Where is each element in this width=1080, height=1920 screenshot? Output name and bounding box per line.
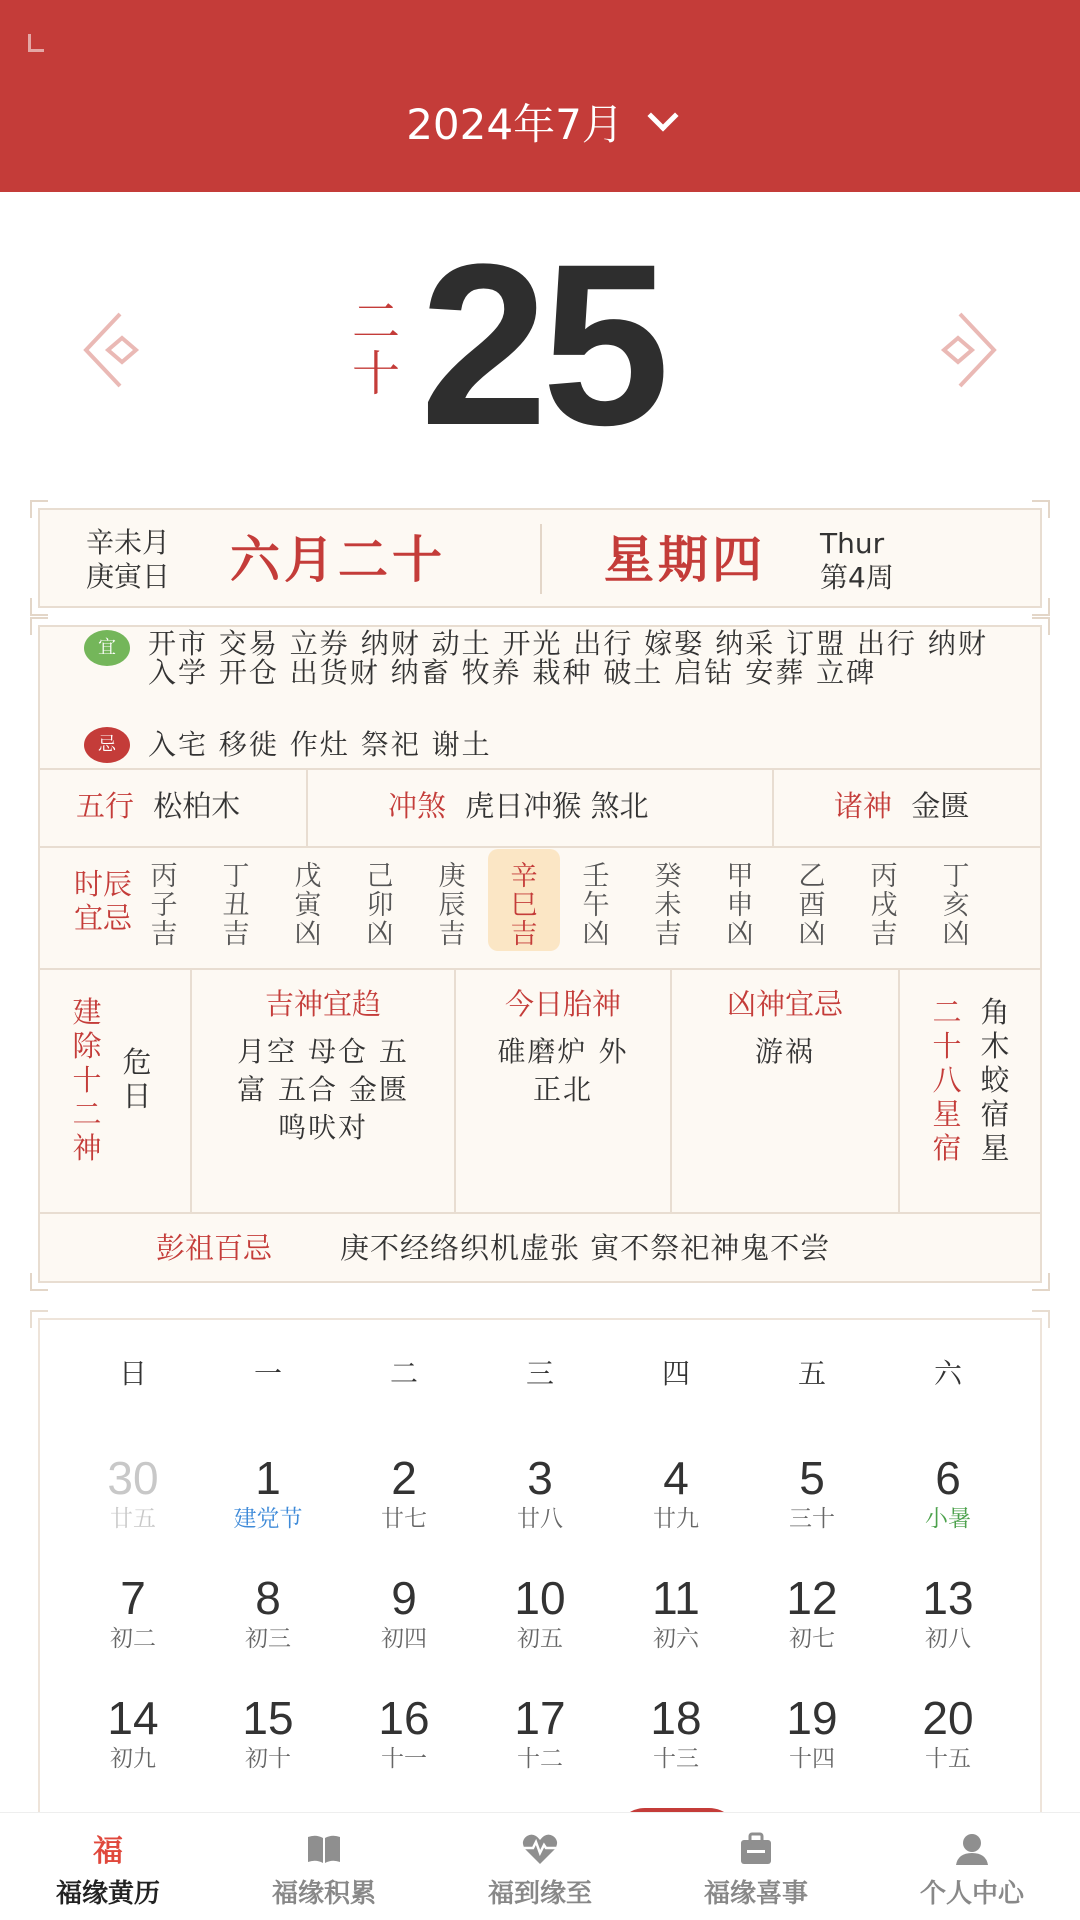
pengzu-label: 彭祖百忌 [156, 1231, 273, 1265]
shichen-gan: 癸 [654, 861, 682, 892]
day-number: 11 [652, 1572, 700, 1624]
book-icon [304, 1831, 344, 1867]
calendar-day[interactable] [480, 1452, 600, 1534]
tab-personal-center[interactable] [864, 1813, 1080, 1920]
calendar-day[interactable] [480, 1692, 600, 1774]
shichen-item [356, 862, 404, 949]
wuxing-cell [76, 789, 240, 823]
calendar-day[interactable] [616, 1692, 736, 1774]
day-lunar-label: 初十 [245, 1746, 291, 1772]
jishen-line: 月空 母仓 五 [237, 1035, 409, 1068]
jianchu-value-char: 日 [122, 1079, 152, 1113]
day-number: 15 [242, 1692, 294, 1744]
briefcase-icon [736, 1831, 776, 1867]
shichen-luck: 吉 [438, 919, 466, 950]
weekday-label: 四 [661, 1357, 690, 1390]
weekday-label: 一 [253, 1357, 282, 1390]
calendar-day[interactable] [73, 1572, 193, 1654]
shichen-luck: 凶 [366, 919, 394, 950]
date-info-panel [38, 508, 1042, 608]
shichen-item [140, 862, 188, 949]
calendar-day[interactable] [344, 1692, 464, 1774]
wuxing-value: 松柏木 [153, 789, 241, 823]
shichen-item [644, 862, 692, 949]
shichen-gan: 己 [366, 861, 394, 892]
calendar-day[interactable] [480, 1572, 600, 1654]
tab-fuyuan-happy-events[interactable] [648, 1813, 864, 1920]
day-number: 12 [786, 1572, 838, 1624]
shichen-gan: 乙 [798, 861, 826, 892]
pengzu-value: 庚不经络织机虚张 寅不祭祀神鬼不尝 [340, 1231, 831, 1265]
wuxing-label: 五行 [76, 789, 135, 823]
shichen-luck: 凶 [798, 919, 826, 950]
jianchu-label-char: 二 [72, 1097, 102, 1131]
calendar-day[interactable] [616, 1572, 736, 1654]
xiu-label-char: 八 [932, 1063, 962, 1097]
day-number: 18 [650, 1692, 702, 1744]
jianchu-label [70, 995, 104, 1165]
day-lunar-label: 十四 [789, 1746, 835, 1772]
shichen-zhi: 子 [150, 890, 178, 921]
top-bar [0, 0, 1080, 192]
shichen-item [488, 849, 560, 951]
shichen-zhi: 亥 [942, 890, 970, 921]
shichen-item [428, 862, 476, 949]
day-number: 5 [799, 1452, 825, 1504]
shichen-luck: 凶 [294, 919, 322, 950]
weekday-label: 日 [118, 1357, 147, 1390]
jishen-line: 富 五合 金匮 [237, 1073, 409, 1106]
tab-label: 福缘黄历 [55, 1879, 160, 1909]
tab-label: 福缘积累 [271, 1879, 376, 1909]
next-day-button[interactable] [940, 310, 1000, 390]
shichen-zhi: 辰 [438, 890, 466, 921]
day-lunar-label: 初五 [517, 1626, 563, 1652]
day-lunar-label: 初七 [789, 1626, 835, 1652]
yi-badge: 宜 [84, 630, 130, 666]
jianchu-label-char: 十 [72, 1063, 102, 1097]
day-lunar-label: 廿九 [653, 1506, 699, 1532]
weekday: 星期四 [604, 531, 766, 589]
xiu-label-char: 二 [932, 995, 962, 1029]
day-number: 9 [391, 1572, 417, 1624]
xiu-value-char: 宿 [980, 1097, 1010, 1131]
weekday-label: 三 [525, 1357, 554, 1390]
day-lunar-label: 廿五 [110, 1506, 156, 1532]
divider [540, 524, 542, 594]
day-number: 6 [935, 1452, 961, 1504]
shichen-zhi: 申 [726, 890, 754, 921]
day-number: 10 [514, 1572, 566, 1624]
calendar-day[interactable] [344, 1572, 464, 1654]
xiongshen-line: 游祸 [754, 1035, 815, 1068]
shichen-zhi: 戌 [870, 890, 898, 921]
chevron-left-icon [80, 310, 140, 390]
day-lunar-label: 初六 [653, 1626, 699, 1652]
tab-fu-arrives[interactable] [432, 1813, 648, 1920]
day-lunar-label: 初八 [925, 1626, 971, 1652]
day-lunar-label: 建党节 [233, 1506, 303, 1532]
shichen-luck: 吉 [870, 919, 898, 950]
shichen-zhi: 卯 [366, 890, 394, 921]
day-number: 1 [255, 1452, 281, 1504]
jishen-line: 鸣吠对 [277, 1111, 368, 1144]
ganzhi-day: 庚寅日 [86, 560, 171, 593]
shichen-item [788, 862, 836, 949]
selected-day-number: 25 [420, 216, 664, 473]
day-lunar-label: 初三 [245, 1626, 291, 1652]
calendar-day[interactable] [752, 1692, 872, 1774]
taishen-title: 今日胎神 [504, 987, 621, 1021]
day-number: 16 [378, 1692, 430, 1744]
shichen-item [212, 862, 260, 949]
day-number: 30 [107, 1452, 159, 1504]
day-lunar-label: 三十 [789, 1506, 835, 1532]
taishen-line: 正北 [532, 1073, 593, 1106]
shichen-label-line: 宜忌 [74, 901, 133, 935]
xiongshen-body [672, 1033, 898, 1071]
lunar-date: 六月二十 [230, 531, 446, 589]
taishen-line: 碓磨炉 外 [497, 1035, 629, 1068]
shichen-zhi: 未 [654, 890, 682, 921]
jianchu-label-char: 建 [72, 995, 102, 1029]
shichen-luck: 吉 [150, 919, 178, 950]
calendar-day[interactable] [73, 1692, 193, 1774]
day-number: 19 [786, 1692, 838, 1744]
day-lunar-label: 初九 [110, 1746, 156, 1772]
chongsha-label: 冲煞 [388, 789, 447, 823]
day-lunar-label: 廿八 [517, 1506, 563, 1532]
lunar-day-vertical [352, 296, 400, 400]
chevron-down-icon [647, 100, 678, 131]
calendar-day[interactable] [73, 1452, 193, 1534]
calendar-day[interactable] [208, 1572, 328, 1654]
shichen-gan: 丁 [942, 861, 970, 892]
jianchu-label-char: 除 [72, 1029, 102, 1063]
week-number: 第4周 [820, 561, 894, 594]
prev-day-button[interactable] [80, 310, 140, 390]
calendar-day[interactable] [752, 1572, 872, 1654]
day-number: 4 [663, 1452, 689, 1504]
weekday-label: 六 [933, 1357, 962, 1390]
shichen-item [572, 862, 620, 949]
day-number: 14 [107, 1692, 159, 1744]
almanac-panel [38, 625, 1042, 1283]
day-lunar-label: 十一 [381, 1746, 427, 1772]
calendar-day[interactable] [208, 1452, 328, 1534]
xiu-value-char: 角 [980, 995, 1010, 1029]
calendar-day[interactable] [752, 1452, 872, 1534]
shichen-item [932, 862, 980, 949]
shichen-zhi: 巳 [510, 890, 538, 921]
tab-fuyuan-almanac[interactable] [0, 1813, 216, 1920]
calendar-day[interactable] [344, 1452, 464, 1534]
shichen-gan: 庚 [438, 861, 466, 892]
shichen-luck: 吉 [654, 919, 682, 950]
ji-list: 入宅 移徙 作灶 祭祀 谢土 [148, 728, 492, 761]
yi-list: 开市 交易 立券 纳财 动土 开光 出行 嫁娶 纳采 订盟 出行 纳财 入学 开仓 出货财 纳畜 牧养 栽种 破土 启钻 安葬 立碑 [148, 627, 988, 689]
calendar-day[interactable] [888, 1572, 1008, 1654]
calendar-day[interactable] [888, 1452, 1008, 1534]
ganzhi [86, 526, 170, 594]
day-number: 2 [391, 1452, 417, 1504]
xiu-label-char: 星 [932, 1097, 962, 1131]
zhushen-label: 诸神 [834, 789, 893, 823]
day-lunar-label: 小暑 [925, 1506, 971, 1532]
shichen-item [860, 862, 908, 949]
zhushen-value: 金匮 [911, 789, 970, 823]
shichen-zhi: 寅 [294, 890, 322, 921]
day-lunar-label: 十二 [517, 1746, 563, 1772]
day-number: 8 [255, 1572, 281, 1624]
tab-label: 个人中心 [919, 1879, 1024, 1909]
xiu-value-char: 蛟 [980, 1063, 1010, 1097]
jianchu-value-char: 危 [122, 1045, 152, 1079]
weekday-en: Thur [820, 527, 885, 560]
calendar-day[interactable] [888, 1692, 1008, 1774]
tab-fuyuan-accumulate[interactable] [216, 1813, 432, 1920]
shichen-luck: 凶 [942, 919, 970, 950]
status-indicator-icon [28, 34, 44, 52]
chongsha-value: 虎日冲猴 煞北 [465, 789, 649, 823]
shichen-gan: 丁 [222, 861, 250, 892]
shichen-gan: 甲 [726, 861, 754, 892]
chevron-right-icon [940, 310, 1000, 390]
calendar-day[interactable] [616, 1452, 736, 1534]
user-icon [952, 1831, 992, 1867]
chongsha-cell [388, 789, 648, 823]
month-label: 2024年7月 [406, 100, 624, 149]
day-lunar-label: 十三 [653, 1746, 699, 1772]
day-number: 17 [514, 1692, 566, 1744]
xiu-label [930, 995, 964, 1165]
calendar-day[interactable] [208, 1692, 328, 1774]
xiu-value-char: 星 [980, 1131, 1010, 1165]
shichen-gan: 丙 [150, 861, 178, 892]
xiongshen-title: 凶神宜忌 [726, 987, 843, 1021]
bottom-tab-bar [0, 1812, 1080, 1920]
shichen-zhi: 丑 [222, 890, 250, 921]
xiu-value [978, 995, 1012, 1165]
jianchu-label-char: 神 [72, 1131, 102, 1165]
weekday-label: 二 [389, 1357, 418, 1390]
shichen-label [74, 867, 132, 935]
fu-icon [88, 1831, 128, 1867]
day-number: 20 [922, 1692, 974, 1744]
tab-label: 福到缘至 [487, 1879, 592, 1909]
zhushen-cell [834, 789, 969, 823]
shichen-gan: 戊 [294, 861, 322, 892]
ji-badge: 忌 [84, 727, 130, 763]
lunar-day-char: 二 [352, 294, 401, 350]
day-number: 13 [922, 1572, 974, 1624]
ganzhi-month: 辛未月 [86, 526, 171, 559]
weekday-label: 五 [797, 1357, 826, 1390]
shichen-gan: 丙 [870, 861, 898, 892]
shichen-zhi: 酉 [798, 890, 826, 921]
shichen-gan: 壬 [582, 861, 610, 892]
day-number: 7 [120, 1572, 146, 1624]
shichen-item [284, 862, 332, 949]
tab-label: 福缘喜事 [703, 1879, 808, 1909]
jianchu-value [120, 1045, 154, 1113]
day-lunar-label: 十五 [925, 1746, 971, 1772]
month-picker[interactable] [0, 100, 1080, 150]
taishen-body [456, 1033, 670, 1109]
shichen-item [716, 862, 764, 949]
day-lunar-label: 初四 [381, 1626, 427, 1652]
shichen-luck: 吉 [222, 919, 250, 950]
shichen-zhi: 午 [582, 890, 610, 921]
svg-text:福: 福 [93, 1834, 123, 1867]
day-lunar-label: 初二 [110, 1626, 156, 1652]
shichen-luck: 凶 [582, 919, 610, 950]
shichen-luck: 凶 [726, 919, 754, 950]
heart-pulse-icon [520, 1831, 560, 1867]
shichen-label-line: 时辰 [74, 867, 133, 901]
jishen-body [192, 1033, 454, 1147]
xiu-label-char: 十 [932, 1029, 962, 1063]
jishen-title: 吉神宜趋 [264, 987, 381, 1021]
shichen-gan: 辛 [510, 861, 538, 892]
shichen-luck: 吉 [510, 919, 538, 950]
day-number: 3 [527, 1452, 553, 1504]
xiu-label-char: 宿 [932, 1131, 962, 1165]
xiu-value-char: 木 [980, 1029, 1010, 1063]
lunar-day-char: 十 [352, 346, 401, 402]
day-lunar-label: 廿七 [381, 1506, 427, 1532]
